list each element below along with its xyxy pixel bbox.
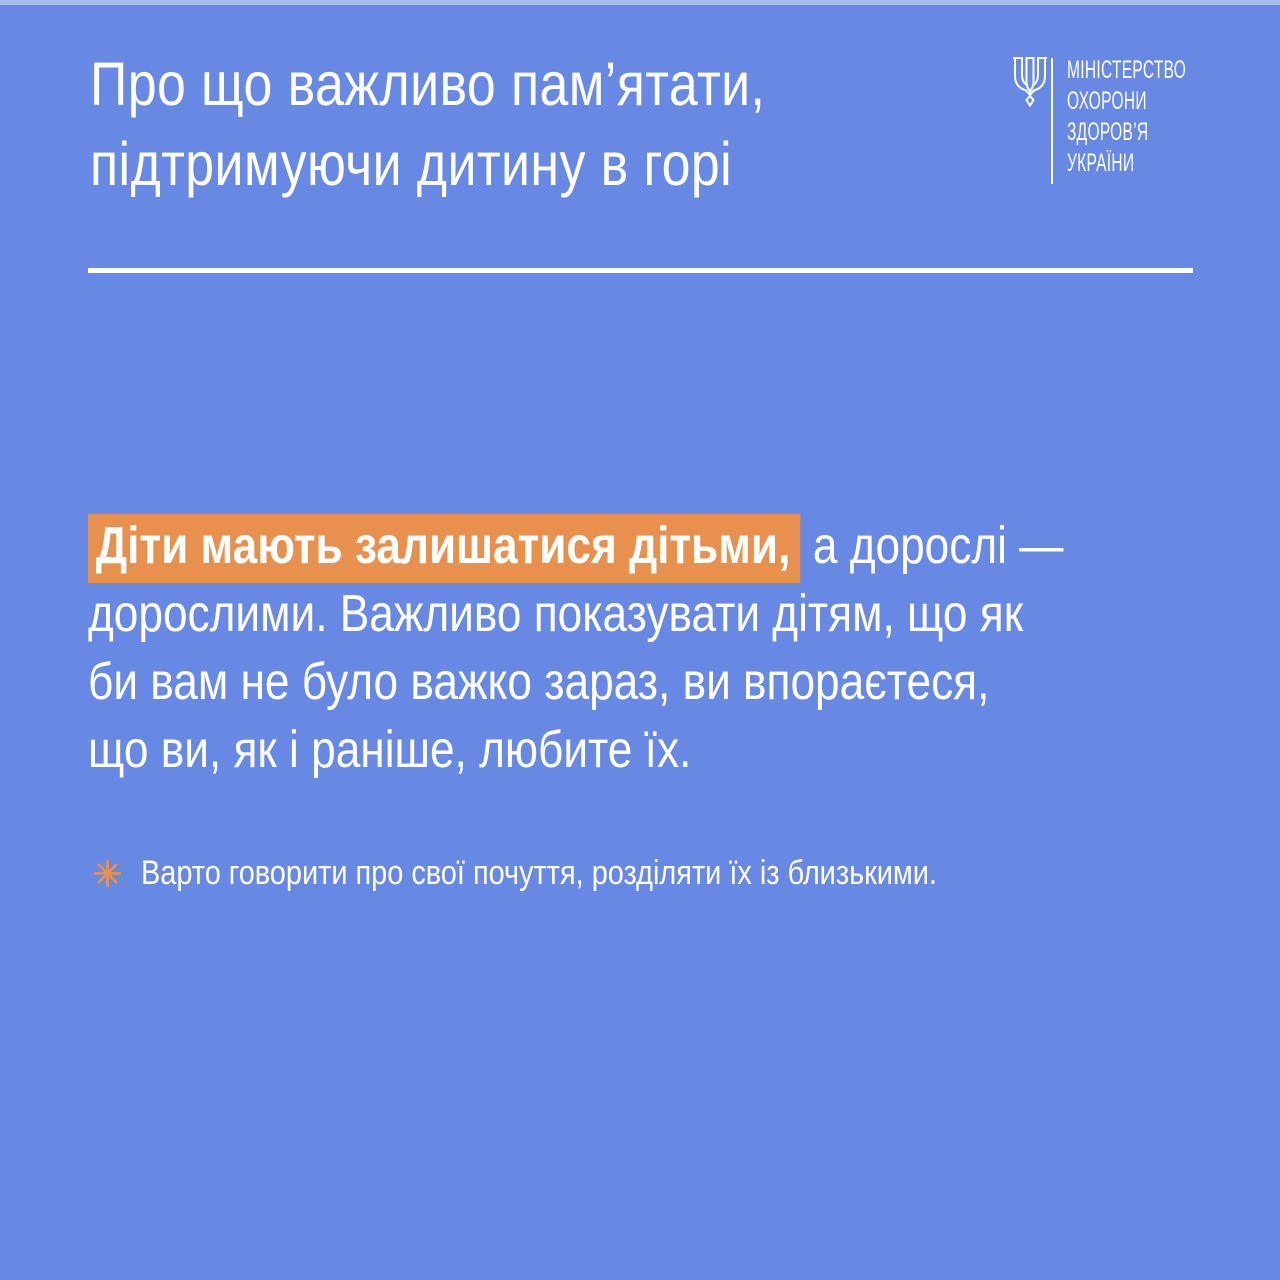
ministry-name [1067, 55, 1186, 179]
logo-divider-line [1051, 58, 1053, 184]
page-title-line2: підтримуючи дитину в горі [90, 130, 733, 198]
ministry-name-line3: ЗДОРОВ’Я [1067, 118, 1149, 146]
bullet-text: Варто говорити про свої почуття, розділяти їх із близькими. [141, 853, 937, 892]
highlighted-text: Діти мають залишатися дітьми, [88, 514, 801, 583]
main-paragraph [88, 512, 1236, 784]
top-edge-strip [0, 0, 1280, 5]
ministry-name-line2: ОХОРОНИ [1067, 87, 1147, 115]
paragraph-line1-rest: а дорослі — [800, 517, 1064, 575]
paragraph-line3: би вам не було важко зараз, ви впораєтеся, [88, 653, 990, 711]
ministry-name-line4: УКРАЇНИ [1067, 149, 1135, 177]
paragraph-line1 [88, 512, 1063, 580]
paragraph-line4: що ви, як і раніше, любите їх. [88, 721, 692, 779]
ministry-name-line1: МІНІСТЕРСТВО [1067, 56, 1187, 84]
ukraine-trident-icon [1008, 55, 1052, 114]
bullet-item [93, 851, 1077, 895]
asterisk-icon [93, 859, 122, 888]
paragraph-line2: дорослими. Важливо показувати дітям, що як [88, 585, 1024, 643]
page-title [90, 44, 885, 204]
ministry-logo [1006, 50, 1246, 200]
page-title-line1: Про що важливо пам’ятати, [90, 50, 766, 118]
title-separator-line [88, 268, 1193, 273]
